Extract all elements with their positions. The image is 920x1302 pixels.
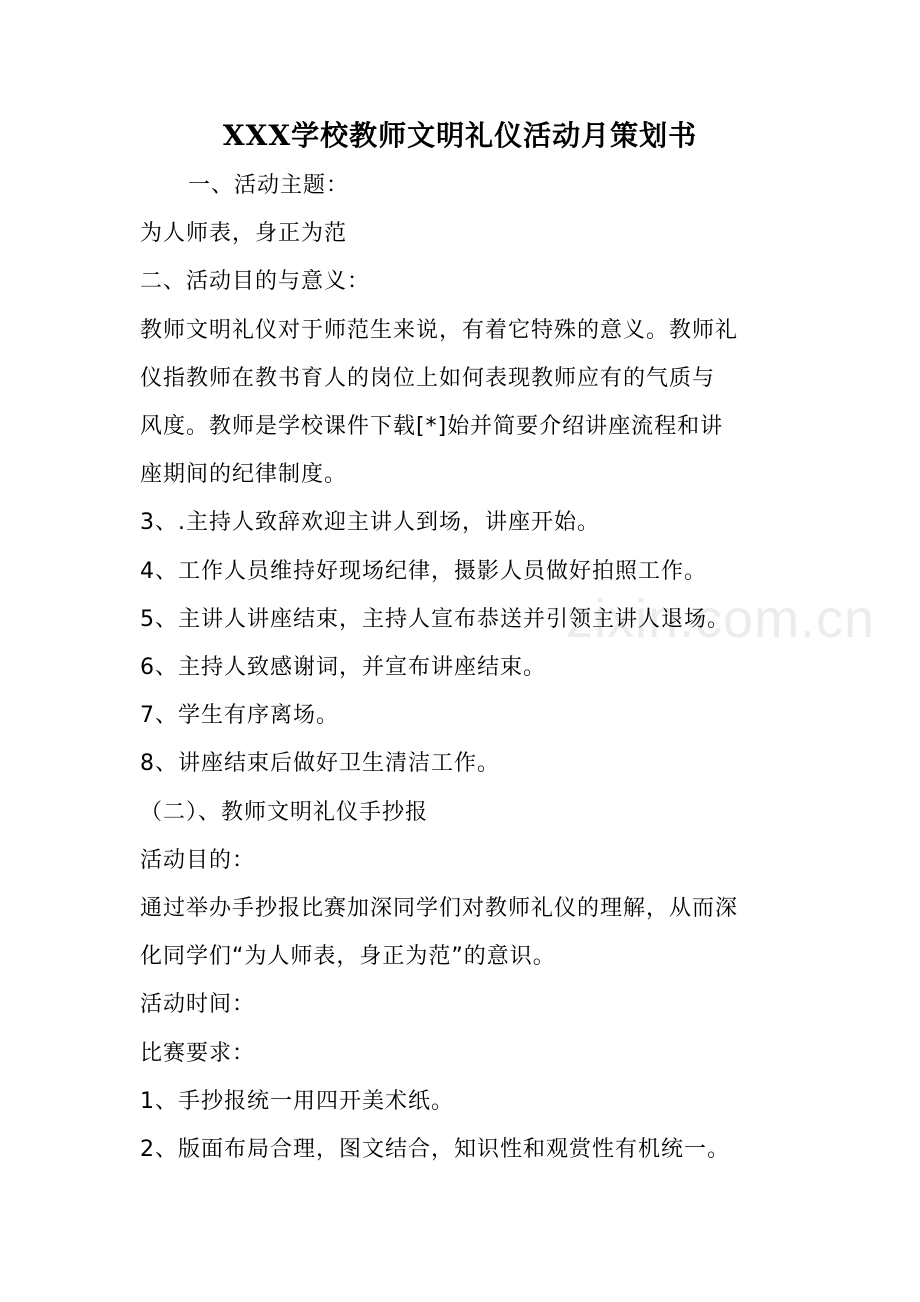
list-item: 2、版面布局合理，图文结合，知识性和观赏性有机统一。 [140, 1137, 730, 1163]
section-heading-purpose: 二、活动目的与意义： [140, 269, 371, 295]
paragraph-line: 座期间的纪律制度。 [140, 462, 348, 488]
subheading-time: 活动时间： [140, 992, 256, 1018]
paragraph-line: 仪指教师在教书育人的岗位上如何表现教师应有的气质与 [140, 365, 716, 391]
section-heading-theme: 一、活动主题： [188, 173, 350, 198]
paragraph-line: 风度。教师是学校课件下载[*]始并简要介绍讲座流程和讲 [140, 414, 724, 440]
paragraph-line: 教师文明礼仪对于师范生来说，有着它特殊的意义。教师礼 [140, 317, 739, 343]
document-body [140, 162, 790, 1174]
list-item: 3、.主持人致辞欢迎主讲人到场，讲座开始。 [140, 510, 600, 536]
list-item: 7、学生有序离场。 [140, 703, 339, 729]
subheading-purpose: 活动目的： [140, 847, 256, 873]
paragraph-line: 化同学们“为人师表，身正为范”的意识。 [140, 944, 556, 970]
document-title: XXX学校教师文明礼仪活动月策划书 [222, 119, 698, 152]
subheading-requirements: 比赛要求： [140, 1040, 256, 1066]
list-item: 8、讲座结束后做好卫生清洁工作。 [140, 751, 500, 777]
paragraph-line: 为人师表，身正为范 [140, 221, 348, 247]
list-item: 4、工作人员维持好现场纪律，摄影人员做好拍照工作。 [140, 558, 707, 584]
section-heading-poster: （二）、教师文明礼仪手抄报 [140, 799, 429, 825]
list-item: 1、手抄报统一用四开美术纸。 [140, 1088, 454, 1114]
list-item: 6、主持人致感谢词，并宣布讲座结束。 [140, 655, 546, 681]
watermark: zixin.com.cn [566, 589, 876, 649]
paragraph-line: 通过举办手抄报比赛加深同学们对教师礼仪的理解，从而深 [140, 896, 739, 922]
list-item: 5、主讲人讲座结束，主持人宣布恭送并引领主讲人退场。 [140, 606, 730, 632]
